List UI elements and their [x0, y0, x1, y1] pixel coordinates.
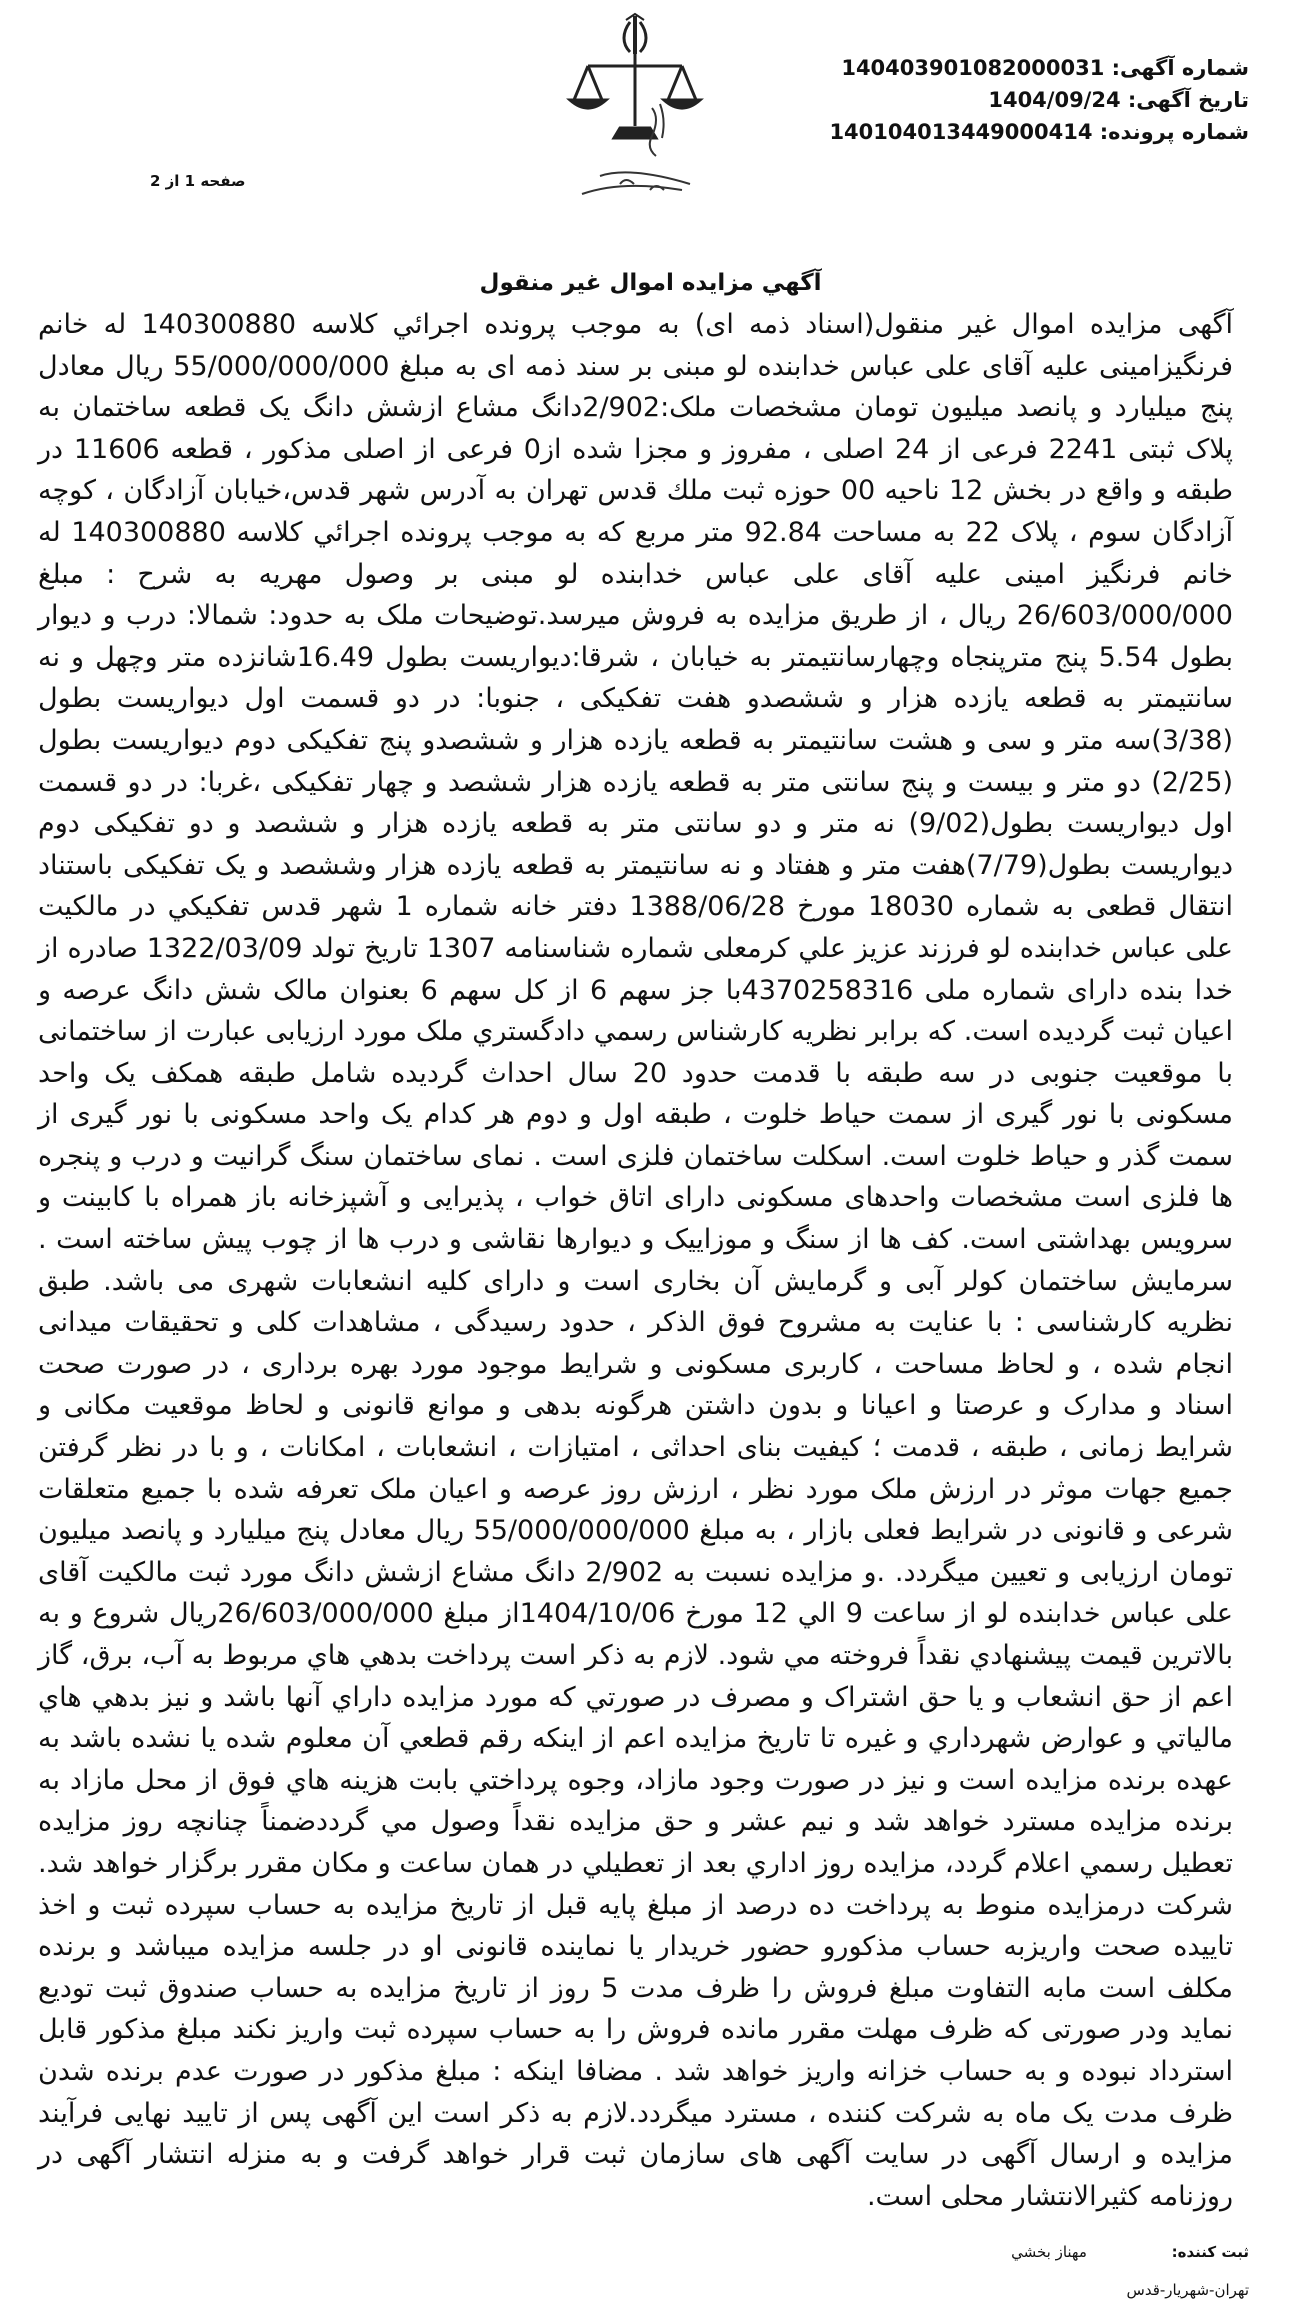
document-title: آگهي مزايده اموال غير منقول: [479, 270, 822, 296]
judiciary-emblem-icon: [560, 8, 710, 204]
document-footer: [1011, 2233, 1249, 2309]
page-number: صفحه 1 از 2: [150, 172, 246, 190]
registrar-name: مهناز بخشي: [1011, 2243, 1087, 2261]
file-number-row: [829, 116, 1249, 148]
location: تهران-شهريار-قدس: [1126, 2281, 1249, 2299]
ad-number-row: [829, 52, 1249, 84]
ad-date-label: تاریخ آگهی:: [1127, 88, 1249, 112]
ad-metadata: [829, 52, 1249, 148]
file-number: 140104013449000414: [829, 120, 1093, 144]
registrar-label: ثبت کننده:: [1171, 2243, 1249, 2261]
announcement-body: [38, 304, 1234, 2212]
ad-date-row: [829, 84, 1249, 116]
registrar-row: [1011, 2233, 1249, 2271]
file-number-label: شماره پرونده:: [1099, 120, 1249, 144]
ad-date: 1404/09/24: [988, 88, 1121, 112]
ad-number-label: شماره آگهی:: [1111, 56, 1249, 80]
ad-number: 140403901082000031: [841, 56, 1105, 80]
announcement-text: آگهی مزایده اموال غیر منقول(اسناد ذمه ای) به موجب پرونده اجرائي كلاسه 140300880 له خانم فرنگيزامينی عليه آقای علی عباس خدابنده لو مبنی بر سند ذمه ای به مبلغ 55/000/000/000 ريال معادل پنج ميليارد و پانصد ميليون تومان مشخصات ملک:2/902دانگ مشاع ازشش دانگ يک قطعه ساختمان به پلاک ثبتی 2241 فرعی از 24 اصلی ، مفروز و مجزا شده از0 فرعی از اصلی مذكور ، قطعه 11606 در طبقه و واقع در بخش 12 ناحيه 00 حوزه ثبت ملك قدس تهران به آدرس شهر قدس،خيابان آزادگان ، كوچه آزادگان سوم ، پلاک 22 به مساحت 92.84 متر مربع كه به موجب پرونده اجرائي كلاسه 140300880 له خانم فرنگيز امينی عليه آقای علی عباس خدابنده لو مبنی بر وصول مهريه به شرح : مبلغ 26/603/000/000 ريال ، از طريق مزايده به فروش ميرسد.توضيحات ملک به حدود: شمالا: درب و ديوار بطول 5.54 پنج مترپنجاه وچهارسانتيمتر به خيابان ، شرقا:ديواريست بطول 16.49شانزده متر وچهل و نه سانتيمتر به قطعه يازده هزار و ششصدو هفت تفكيكی ، جنوبا: در دو قسمت اول ديواريست بطول (3/38)سه متر و سی و هشت سانتيمتر به قطعه يازده هزار و ششصدو پنج تفكيكی دوم ديواريست بطول (2/25) دو متر و بيست و پنج سانتی متر به قطعه يازده هزار ششصد و چهار تفكيكی ،غربا: در دو قسمت اول ديواريست بطول(9/02) نه متر و دو سانتی متر به قطعه يازده هزار و ششصد و دو تفكيكی دوم ديواريست بطول(7/79)هفت متر و هفتاد و نه سانتيمتر به قطعه يازده هزار وششصد و يک تفكيكی باستناد انتقال قطعی به شماره 18030 مورخ 1388/06/28 دفتر خانه شماره 1 شهر قدس تفكيكي در مالكيت علی عباس خدابنده لو فرزند عزيز علي كرمعلی شماره شناسنامه 1307 تاريخ تولد 1322/03/09 صادره از خدا بنده دارای شماره ملی 4370258316با جز سهم 6 از كل سهم 6 بعنوان مالک شش دانگ عرصه و اعيان ثبت گرديده است. كه برابر نظريه كارشناس رسمي دادگستري ملک مورد ارزيابی عبارت از ساختمانی با موقعيت جنوبی در سه طبقه با قدمت حدود 20 سال احداث گرديده شامل طبقه همكف يک واحد مسكونی با نور گيری از سمت حياط خلوت ، طبقه اول و دوم هر كدام يک واحد مسكونی با نور گيری از سمت گذر و حياط خلوت است. اسكلت ساختمان فلزی است . نمای ساختمان سنگ گرانيت و درب و پنجره ها فلزی است مشخصات واحدهای مسكونی دارای اتاق خواب ، پذيرايی و آشپزخانه باز همراه با كابينت و سرويس بهداشتی است. كف ها از سنگ و موزاييک و ديوارها نقاشی و درب ها از چوب پيش ساخته است . سرمايش ساختمان كولر آبی و گرمايش آن بخاری است و دارای كليه انشعابات شهری می باشد. طبق نظريه كارشناسی : با عنايت به مشروح فوق الذكر ، حدود رسيدگی ، مشاهدات كلی و تحقيقات ميدانی انجام شده ، و لحاظ مساحت ، كاربری مسكونی و شرايط موجود مورد بهره برداری ، در صورت صحت اسناد و مدارک و عرصتا و اعيانا و بدون داشتن هرگونه بدهی و موانع قانونی و لحاظ موقعيت مكانی و شرايط زمانی ، طبقه ، قدمت ؛ كيفيت بنای احداثی ، امتيازات ، انشعابات ، امكانات ، و با در نظر گرفتن جميع جهات موثر در ارزش ملک مورد نظر ، ارزش روز عرصه و اعيان ملک تعرفه شده با جميع متعلقات شرعی و قانونی در شرايط فعلی بازار ، به مبلغ 55/000/000/000 ريال معادل پنج ميليارد و پانصد ميليون تومان ارزيابی و تعيين ميگردد. .و مزايده نسبت به 2/902 دانگ مشاع ازشش دانگ مورد ثبت مالكيت آقای علی عباس خدابنده لو از ساعت 9 الي 12 مورخ 1404/10/06از مبلغ 26/603/000/000ريال شروع و به بالاترين قيمت پيشنهادي نقداً فروخته مي شود. لازم به ذكر است پرداخت بدهي هاي مربوط به آب، برق، گاز اعم از حق انشعاب و يا حق اشتراک و مصرف در صورتي كه مورد مزايده داراي آنها باشد و نيز بدهي هاي مالياتي و عوارض شهرداري و غيره تا تاريخ مزايده اعم از اينكه رقم قطعي آن معلوم شده يا نشده باشد به عهده برنده مزايده است و نيز در صورت وجود مازاد، وجوه پرداختي بابت هزينه هاي فوق از محل مازاد به برنده مزايده مسترد خواهد شد و نيم عشر و حق مزايده نقداً وصول مي گرددضمناً چنانچه روز مزايده تعطيل رسمي اعلام گردد، مزايده روز اداري بعد از تعطيلي در همان ساعت و مكان مقرر برگزار خواهد شد. شركت درمزايده منوط به پرداخت ده درصد از مبلغ پايه قبل از تاريخ مزايده به حساب سپرده ثبت و اخذ تاييده صحت واريزبه حساب مذكورو حضور خريدار يا نماينده قانونی او در جلسه مزايده ميباشد و برنده مكلف است مابه التفاوت مبلغ فروش را ظرف مدت 5 روز از تاريخ مزايده به حساب صندوق ثبت توديع نمايد ودر صورتی كه ظرف مهلت مقرر مانده فروش را به حساب سپرده ثبت واريز نكند مبلغ مذكور قابل استرداد نبوده و به حساب خزانه واريز خواهد شد . مضافا اينكه : مبلغ مذكور در صورت عدم برنده شدن ظرف مدت يک ماه به شركت كننده ، مسترد ميگردد.لازم به ذكر است اين آگهی پس از تاييد نهايی فرآيند مزايده و ارسال آگهی در سايت آگهی های سازمان ثبت قرار خواهد گرفت و به منزله انتشار آگهی در روزنامه كثيرالانتشار محلی است.: [38, 309, 1234, 2212]
